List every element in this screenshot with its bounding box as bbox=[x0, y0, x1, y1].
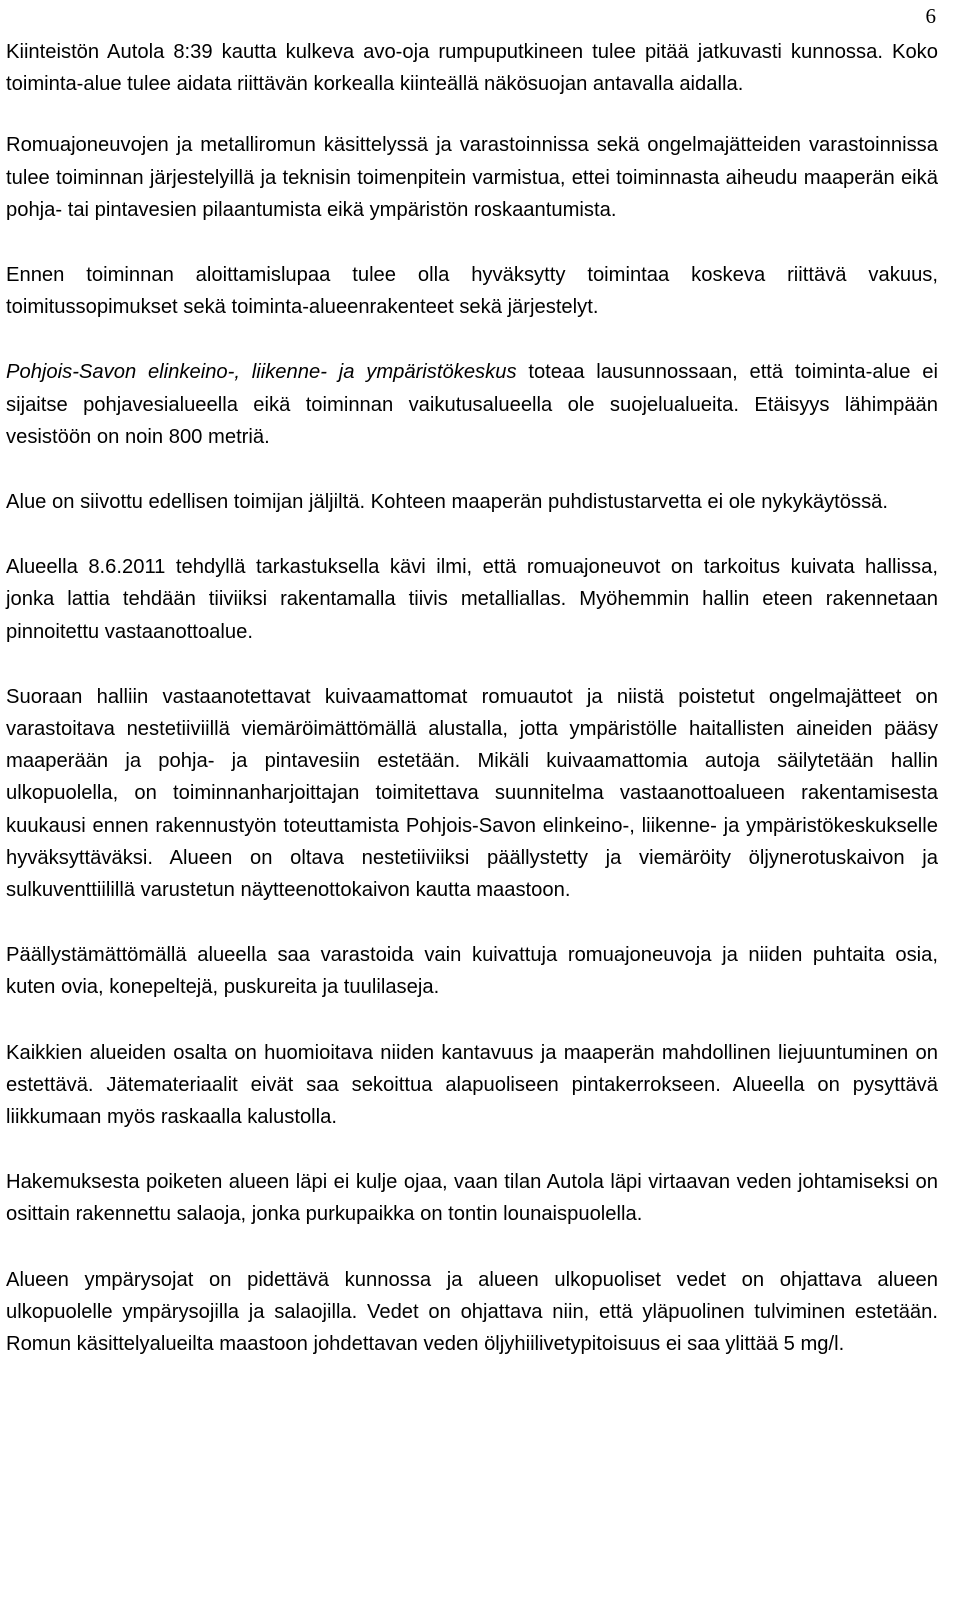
paragraph-surrounding-ditches: Alueen ympärysojat on pidettävä kunnossa ja alueen ulkopuoliset vedet on ohjattava alueen ulkopuolelle ympärysojilla ja salaojilla. Vedet on ohjattava niin, että yläpuolinen tulviminen estetään. Romun käsittelyalueilta maastoon johdettavan veden öljyhiilivetypitoisuus ei saa ylittää 5 mg/l. bbox=[6, 1268, 938, 1356]
page-number: 6 bbox=[925, 4, 936, 28]
paragraph-permit-guarantee: Ennen toiminnan aloittamislupaa tulee olla hyväksytty toimintaa koskeva riittävä vakuus, toimitussopimukset sekä toiminta-alueenrakenteet sekä järjestelyt. bbox=[6, 264, 938, 319]
paragraph-inspection: Alueella 8.6.2011 tehdyllä tarkastuksella kävi ilmi, että romuajoneuvot on tarkoitus kuivata hallissa, jonka lattia tehdään tiiviiksi rakentamalla tiivis metalliallas. Myöhemmin hallin eteen rakennetaan pinnoitettu vastaanottoalue. bbox=[6, 556, 938, 643]
paragraph-drainage: Hakemuksesta poiketen alueen läpi ei kulje ojaa, vaan tilan Autola läpi virtaavan veden johtamiseksi on osittain rakennettu salaoja, jonka purkupaikka on tontin lounaispuolella. bbox=[6, 1171, 938, 1226]
paragraph-unpaved-area: Päällystämättömällä alueella saa varastoida vain kuivattuja romuajoneuvoja ja niiden puhtaita osia, kuten ovia, konepeltejä, puskureita ja tuulilaseja. bbox=[6, 944, 938, 999]
paragraph-site-cleaned: Alue on siivottu edellisen toimijan jäljiltä. Kohteen maaperän puhdistustarvetta ei ole nykykäytössä. bbox=[6, 491, 889, 514]
ely-centre-name: Pohjois-Savon elinkeino-, liikenne- ja ympäristökeskus bbox=[6, 361, 517, 384]
document-body bbox=[6, 36, 938, 1360]
ely-statement-text: toteaa lausunnossaan, että toiminta-alue ei sijaitse pohjavesialueella eikä toiminnan vaikutusalueella ole suojelualueita. Etäisyys lähimpään vesistöön on noin 800 metriä. bbox=[6, 361, 938, 448]
paragraph-ditch-and-fence: Kiinteistön Autola 8:39 kautta kulkeva avo-oja rumpuputkineen tulee pitää jatkuvasti kunnossa. Koko toiminta-alue tulee aidata riittävän korkealla kiinteällä näkösuojan antavalla aidalla. bbox=[6, 41, 938, 96]
paragraph-reception-area: Suoraan halliin vastaanotettavat kuivaamattomat romuautot ja niistä poistetut ongelmajätteet on varastoitava nestetiiviillä viemäröimättömällä alustalla, jotta ympäristölle haitallisten aineiden pääsy maaperään ja pohja- ja pintavesiin estetään. Mikäli kuivaamattomia autoja säilytetään hallin ulkopuolella, on toiminnanharjoittajan toimitettava suunnitelma vastaanottoalueen rakentamisesta kuukausi ennen rakennustyön toteuttamista Pohjois-Savon elinkeino-, liikenne- ja ympäristökeskukselle hyväksyttäväksi. Alueen on oltava nestetiiviiksi päällystetty ja viemäröity öljynerotuskaivon ja sulkuventtiilillä varustetun näytteenottokaivon kautta maastoon. bbox=[6, 685, 938, 902]
paragraph-handling-storage: Romuajoneuvojen ja metalliromun käsittelyssä ja varastoinnissa sekä ongelmajätteiden varastoinnissa tulee toiminnan järjestelyillä ja teknisin toimenpitein varmistua, ettei toiminnasta aiheudu maaperän eikä pohja- tai pintavesien pilaantumista eikä ympäristön roskaantumista. bbox=[6, 134, 938, 221]
paragraph-bearing-capacity: Kaikkien alueiden osalta on huomioitava niiden kantavuus ja maaperän mahdollinen liejuuntuminen on estettävä. Jätemateriaalit eivät saa sekoittua alapuoliseen pintakerrokseen. Alueella on pysyttävä liikkumaan myös raskaalla kalustolla. bbox=[6, 1041, 938, 1129]
paragraph-ely-statement bbox=[6, 356, 938, 453]
